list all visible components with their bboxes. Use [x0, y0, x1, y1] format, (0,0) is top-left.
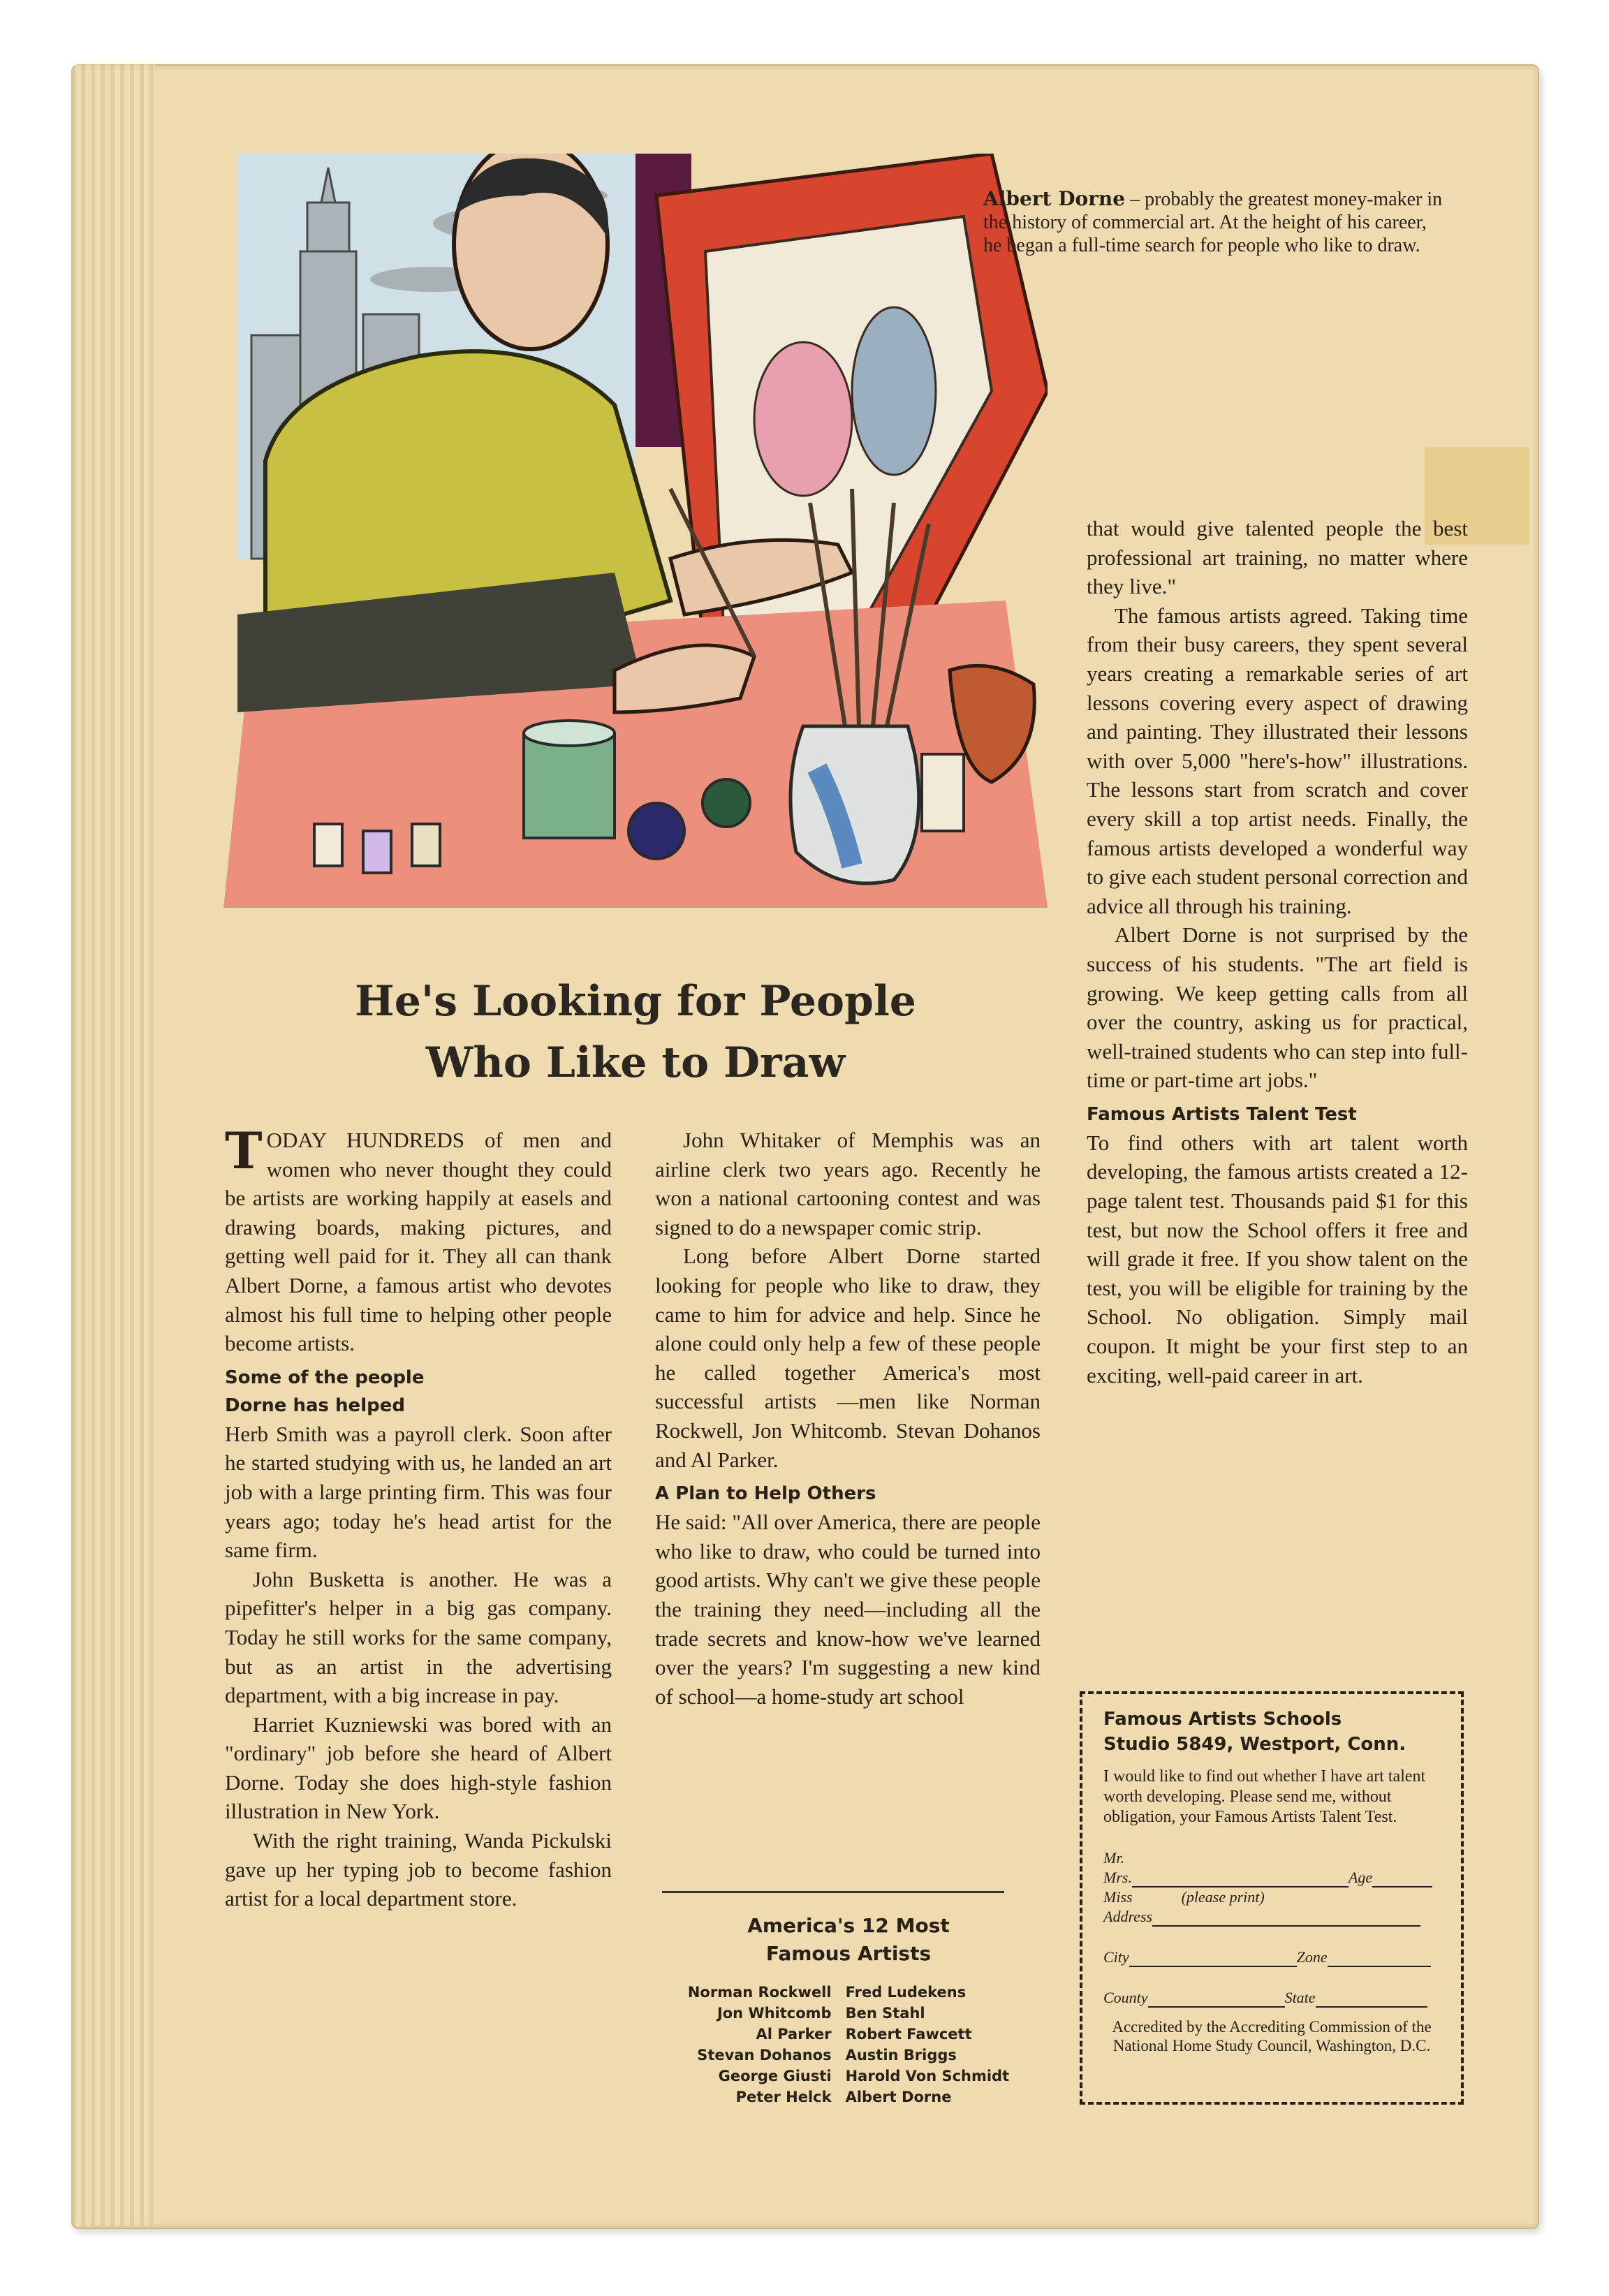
- mail-coupon[interactable]: [1080, 1691, 1464, 2105]
- article-column-3: [1087, 514, 1468, 1390]
- article-column-1: [225, 1121, 612, 1913]
- county-field[interactable]: [1148, 2006, 1285, 2008]
- headline: [223, 971, 1048, 1094]
- coupon-studio: Studio 5849, Westport, Conn.: [1103, 1734, 1406, 1755]
- caption-name: Albert Dorne: [983, 187, 1126, 210]
- coupon-county-line[interactable]: [1103, 1988, 1440, 2008]
- divider-rule: [662, 1891, 1004, 1893]
- intro-text: of men and women who never thought they could be artists are working happily at easels and drawing boards, making pictures, and getting well paid for it. They all can thank Albert Dorne, a famous artist who devotes almost his full time to helping other people become artists.: [225, 1128, 612, 1356]
- city-label: City: [1103, 1948, 1129, 1966]
- headline-line-2: Who Like to Draw: [425, 1038, 846, 1087]
- paragraph-artists-agreed: The famous artists agreed. Taking time from their busy careers, they spent several years creating a remarkable series of art lessons covering every aspect of drawing and painting. They illustrated their lessons with over 5,000 "here's-how" illustrations. The lessons start from scratch and cover every skill a top artist needs. Finally, the famous artists developed a wonderful way to give each student personal correction and advice all through his training.: [1087, 603, 1468, 918]
- albert-dorne-illustration: [223, 154, 1048, 908]
- paragraph-continued: that would give talented people the best professional art training, no matter where they live.": [1087, 516, 1468, 599]
- famous-title-line-1: America's 12 Most: [747, 1914, 950, 1937]
- artist-name: Harold Von Schmidt: [845, 2068, 1010, 2084]
- artists-row: [681, 2003, 1016, 2024]
- paragraph-wanda-pickulski: With the right training, Wanda Pickulski gave up her typing job to become fashion artist for a local department store.: [225, 1828, 612, 1911]
- state-field[interactable]: [1316, 2006, 1427, 2008]
- paragraph-he-said: He said: "All over America, there are people who like to draw, who could be turned into good artists. Why can't we give these people the training they need—including all the trade secrets and know-how we've learned over the years? I'm suggesting a new kind of school—a home-study art school: [655, 1510, 1041, 1709]
- artist-name: Ben Stahl: [845, 2005, 925, 2022]
- artist-name: Austin Briggs: [845, 2047, 957, 2063]
- artists-row: [681, 2024, 1016, 2045]
- artists-row: [681, 1982, 1016, 2003]
- intro-small-caps: ODAY HUNDREDS: [266, 1128, 464, 1152]
- paragraph-john-busketta: John Busketta is another. He was a pipefitter's helper in a big gas company. Today he still works for the same company, but as an artist in the advertising department, with a big increase in pay.: [225, 1566, 612, 1708]
- paragraph-harriet-kuzniewski: Harriet Kuzniewski was bored with an "ordinary" job before she heard of Albert Dorne. Today she does high-style fashion illustration in New York.: [225, 1712, 612, 1824]
- paragraph-john-whitaker: John Whitaker of Memphis was an airline clerk two years ago. Recently he won a national cartooning contest and was signed to do a newspaper comic strip.: [655, 1128, 1041, 1239]
- subhead-dorne-helped: [225, 1364, 612, 1420]
- article-column-2: [655, 1126, 1041, 1711]
- please-print-label: (please print): [1181, 1888, 1265, 1906]
- paragraph-herb-smith: Herb Smith was a payroll clerk. Soon after he started studying with us, he landed an art job with a large printing firm. This was four years ago; today he's head artist for the same firm.: [225, 1421, 612, 1563]
- page-edges: [71, 64, 155, 2226]
- artists-row: [681, 2045, 1016, 2066]
- coupon-address-line[interactable]: [1103, 1907, 1440, 1927]
- artist-name: Albert Dorne: [845, 2089, 952, 2105]
- miss-label: Miss: [1103, 1888, 1133, 1906]
- paragraph-long-before: Long before Albert Dorne started looking for people who like to draw, they came to him for advice and help. Since he alone could only help a few of these people he called together America's most successful artists —men like Norman Rockwell, Jon Whitcomb. Stevan Dohanos and Al Parker.: [655, 1244, 1041, 1472]
- artists-row: [681, 2066, 1016, 2087]
- state-label: State: [1284, 1989, 1316, 2006]
- coupon-city-line[interactable]: [1103, 1948, 1440, 1967]
- zone-label: Zone: [1296, 1948, 1328, 1966]
- artist-name: Peter Helck: [735, 2089, 832, 2105]
- caption-text: – probably the greatest money-maker in the history of commercial art. At the height of his career, he began a full-time search for people who like to draw.: [983, 189, 1443, 256]
- illustration-caption: [983, 187, 1444, 257]
- coupon-body: I would like to find out whether I have art talent worth developing. Please send me, without obligation, your Famous Artists Talent Test.: [1103, 1767, 1426, 1826]
- mr-label: Mr.: [1103, 1849, 1124, 1867]
- artists-table: [681, 1982, 1016, 2107]
- address-field[interactable]: [1152, 1925, 1420, 1927]
- artists-row: [681, 2087, 1016, 2107]
- zone-field[interactable]: [1328, 1966, 1431, 1967]
- artist-name: Robert Fawcett: [845, 2026, 972, 2043]
- subhead-line-2: Dorne has helped: [225, 1394, 405, 1416]
- artist-name: George Giusti: [718, 2068, 832, 2084]
- paragraph-talent-test: To find others with art talent worth developing, the famous artists created a 12-page talent test. Thousands paid $1 for this test, but now the School offers it free and will grade it free. If you show talent on the test, you will be eligible for training by the School. No obligation. Simply mail coupon. It might be your first step to an exciting, well-paid career in art.: [1087, 1130, 1468, 1388]
- address-label: Address: [1103, 1908, 1153, 1925]
- intro-paragraph: [225, 1121, 612, 1358]
- drop-cap: T: [225, 1121, 263, 1180]
- artist-name: Stevan Dohanos: [697, 2047, 832, 2063]
- famous-title-line-2: Famous Artists: [765, 1942, 932, 1965]
- coupon-mr-line: [1103, 1848, 1440, 1868]
- subhead-talent-test: Famous Artists Talent Test: [1087, 1103, 1357, 1125]
- coupon-mrs-line[interactable]: [1103, 1868, 1440, 1887]
- coupon-school: Famous Artists Schools: [1103, 1709, 1342, 1730]
- artist-name: Jon Whitcomb: [717, 2005, 832, 2022]
- coupon-miss-line: [1103, 1887, 1440, 1907]
- subhead-line-1: Some of the people: [225, 1367, 425, 1388]
- city-field[interactable]: [1129, 1966, 1297, 1967]
- subhead-plan: A Plan to Help Others: [655, 1483, 876, 1505]
- headline-line-1: He's Looking for People: [355, 977, 916, 1026]
- artist-name: Fred Ludekens: [845, 1984, 967, 2001]
- county-label: County: [1103, 1989, 1148, 2006]
- coupon-accreditation: Accredited by the Accrediting Commission of the National Home Study Council, Washington, D.C.: [1112, 2018, 1432, 2054]
- paragraph-not-surprised: Albert Dorne is not surprised by the success of his students. "The art field is growing. We keep getting calls from all over the country, asking us for practical, well-trained students who can step into full-time or part-time art jobs.": [1087, 922, 1468, 1093]
- artist-name: Norman Rockwell: [687, 1984, 832, 2001]
- artist-name: Al Parker: [756, 2026, 832, 2043]
- mrs-label: Mrs.: [1103, 1869, 1132, 1886]
- famous-artists-box: [649, 1912, 1048, 2107]
- age-label: Age: [1348, 1869, 1373, 1886]
